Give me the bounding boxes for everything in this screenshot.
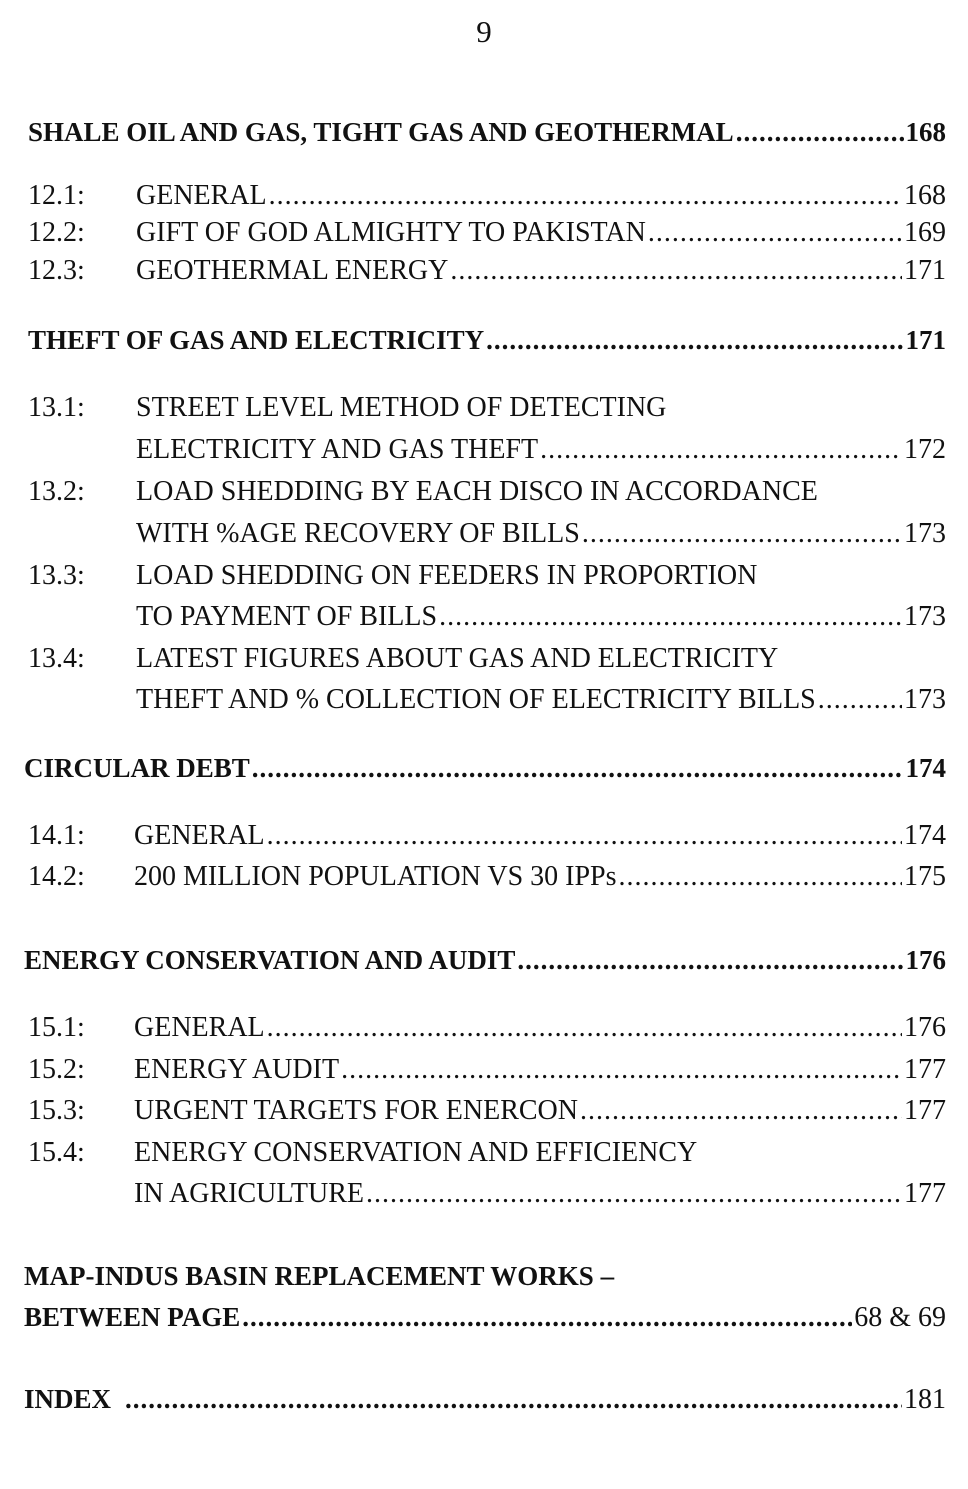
toc-item-14-1 [0,816,968,856]
item-title-line-2: THEFT AND % COLLECTION OF ELECTRICITY BILLS [136,684,816,715]
toc-heading-index [0,1379,968,1419]
item-number: 13.3: [28,560,85,591]
item-page: 174 [904,820,946,851]
item-number: 15.3: [28,1095,85,1126]
item-page: 177 [904,1095,946,1126]
heading-title: SHALE OIL AND GAS, TIGHT GAS AND GEOTHERMAL [28,117,734,147]
item-number: 14.1: [28,820,85,851]
item-page: 173 [904,601,946,632]
item-page: 173 [904,684,946,715]
toc-item-15-1 [0,1008,968,1048]
item-page: 176 [904,1012,946,1043]
toc-item-13-3 [0,597,968,637]
dot-leader [619,857,902,897]
heading-title: THEFT OF GAS AND ELECTRICITY [28,325,485,355]
toc-heading-theft [0,320,968,360]
heading-page: 68 & 69 [854,1302,946,1333]
toc-item-12-1 [0,176,968,216]
dot-leader [252,748,904,788]
item-number: 12.2: [28,217,85,248]
heading-title: INDEX [24,1384,112,1414]
dot-leader [439,597,902,637]
toc-item-15-3 [0,1091,968,1131]
item-page: 177 [904,1054,946,1085]
heading-page: 176 [905,945,946,975]
item-title-line-1: LOAD SHEDDING ON FEEDERS IN PROPORTION [136,560,758,591]
item-title-line-2: WITH %AGE RECOVERY OF BILLS [136,518,580,549]
heading-page: 181 [904,1384,946,1415]
toc-heading-shale-oil [0,112,968,152]
item-title: ENERGY AUDIT [134,1054,340,1085]
item-page: 175 [904,861,946,892]
item-page: 173 [904,518,946,549]
dot-leader [450,251,902,291]
heading-title-line-2: BETWEEN PAGE [24,1302,241,1332]
item-title: URGENT TARGETS FOR ENERCON [134,1095,578,1126]
item-title-line-1: ENERGY CONSERVATION AND EFFICIENCY [134,1137,698,1168]
toc-heading-circular-debt [0,748,968,788]
item-title-line-2: TO PAYMENT OF BILLS [136,601,438,632]
toc-heading-energy-conservation [0,940,968,980]
item-title-line-1: LATEST FIGURES ABOUT GAS AND ELECTRICITY [136,643,779,674]
dot-leader [580,1091,902,1131]
item-page: 168 [904,180,946,211]
item-number: 14.2: [28,861,85,892]
dot-leader [341,1050,902,1090]
item-page: 177 [904,1178,946,1209]
item-title-line-1: LOAD SHEDDING BY EACH DISCO IN ACCORDANCE [136,476,818,507]
toc-item-12-3 [0,251,968,291]
toc-item-14-2 [0,857,968,897]
item-title: GENERAL [134,1012,265,1043]
item-number: 13.2: [28,476,85,507]
page-number: 9 [476,14,492,49]
item-number: 15.1: [28,1012,85,1043]
item-title: GEOTHERMAL ENERGY [136,255,449,286]
dot-leader [736,112,904,152]
toc-item-13-1 [0,430,968,470]
heading-page: 174 [905,753,946,783]
toc-item-15-2 [0,1050,968,1090]
toc-item-12-2 [0,213,968,253]
heading-page: 168 [905,117,946,147]
item-title: 200 MILLION POPULATION VS 30 IPPs [134,861,617,892]
dot-leader [242,1297,852,1337]
item-title: GENERAL [136,180,267,211]
item-title-line-2: IN AGRICULTURE [134,1178,364,1209]
item-number: 12.3: [28,255,85,286]
item-number: 13.4: [28,643,85,674]
item-title-line-2: ELECTRICITY AND GAS THEFT [136,434,539,465]
toc-item-13-2 [0,514,968,554]
dot-leader [125,1379,902,1419]
dot-leader [486,320,903,360]
item-title-line-1: STREET LEVEL METHOD OF DETECTING [136,392,667,423]
dot-leader [582,514,902,554]
dot-leader [648,213,902,253]
dot-leader [540,430,902,470]
dot-leader [267,1008,902,1048]
toc-item-15-4 [0,1174,968,1214]
dot-leader [818,680,902,720]
heading-title: CIRCULAR DEBT [24,753,250,783]
map-heading-line-1: MAP-INDUS BASIN REPLACEMENT WORKS – [24,1261,615,1291]
dot-leader [517,940,903,980]
dot-leader [269,176,902,216]
item-title: GIFT OF GOD ALMIGHTY TO PAKISTAN [136,217,646,248]
item-number: 15.2: [28,1054,85,1085]
toc-heading-map [0,1297,968,1337]
item-page: 172 [904,434,946,465]
toc-item-13-4 [0,680,968,720]
item-number: 13.1: [28,392,85,423]
heading-title: ENERGY CONSERVATION AND AUDIT [24,945,516,975]
item-page: 169 [904,217,946,248]
item-number: 12.1: [28,180,85,211]
item-page: 171 [904,255,946,286]
heading-page: 171 [905,325,946,355]
item-number: 15.4: [28,1137,85,1168]
dot-leader [267,816,902,856]
item-title: GENERAL [134,820,265,851]
dot-leader [366,1174,902,1214]
